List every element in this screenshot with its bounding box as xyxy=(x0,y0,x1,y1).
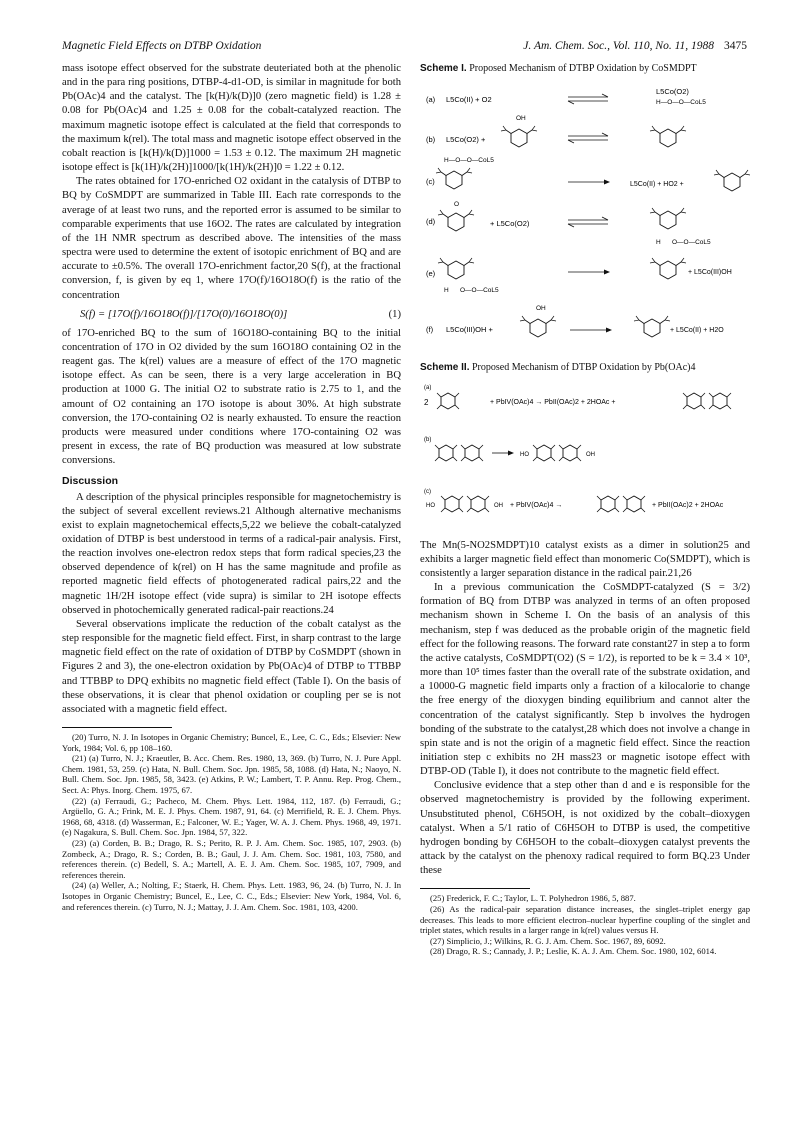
scheme-2-caption xyxy=(420,361,750,375)
journal-citation xyxy=(523,40,747,52)
step-e-products: + L5Co(III)OH xyxy=(688,269,732,277)
diphenoquinone-ring-icon xyxy=(623,496,645,512)
footnote-rule xyxy=(420,888,530,889)
equation-body: S(f) = [17O(f)/16O18O(f)]/[17O(0)/16O18O(0)] xyxy=(80,308,288,320)
arrowhead-icon xyxy=(508,451,514,456)
footnotes xyxy=(62,732,401,912)
biphenyl-ring-icon xyxy=(709,393,731,409)
hydroxyl-label: HO xyxy=(426,503,435,510)
footnote: (22) (a) Ferraudi, G.; Pacheco, M. Chem. Phys. Lett. 1984, 112, 187. (b) Ferraudi, G.; Argüello, G. A.; Frink, M. E. J. Phys. Chem. 1987, 91, 64. (c) Merrifield, R. E. J. Chem. Phys. 1968, 68, 4318. (d) Wasserman, E.; Falconer, W. E.; Yager, W. A. J. Chem. Phys. 1968, 49, 1971. (e) Nagakura, S. Bull. Chem. Soc. Jpn. 1984, 57, 322. xyxy=(62,795,401,838)
left-column xyxy=(62,62,401,912)
reaction-arrow xyxy=(568,180,610,185)
paragraph: In a previous communication the CoSMDPT-catalyzed (S = 3/2) formation of BQ from DTBP was analyzed in terms of an often proposed mechanism shown in Scheme I. On the basis of an analysis of this mechanism, step f was deduced as the probable origin of the magnetic field effect for the following reasons. The forward rate constant27 in step a to form the active catalysts, CoSMDPT(O2) (S = 1/2), is reported to be k = 3.4 × 10³, more than 10⁵ times faster than the overall rate of the substrate oxidation, and a 10000-G magnetic field imparts only a fraction of a kilocalorie to change the free energy of the dioxygen binding equilibrium and cannot alter the concentration of the catalyst significantly. Step b involves the hydrogen bonding of the substrate to the catalyst,28 which does not involve a change in spin state and is not the origin of a magnetic field effect. Since the reaction initiation step c exhibits no 2H mass23 or magnetic isotope effect with DTBP-OD (Table I), it does not contribute to the magnetic field effect. xyxy=(420,582,750,778)
peroxo-hydrogen-label: H xyxy=(444,287,449,295)
peroxo-hydrogen-label: H xyxy=(656,239,661,247)
hydroxyl-label: OH xyxy=(494,503,503,510)
scheme-label: Scheme I. xyxy=(420,63,467,74)
footnote: (27) Simplicio, J.; Wilkins, R. G. J. Am. Chem. Soc. 1967, 89, 6092. xyxy=(430,935,666,946)
biphenol-ring-icon xyxy=(467,496,489,512)
scheme-label: Scheme II. xyxy=(420,362,470,374)
step-a-product-label: H—O—O—CoL5 xyxy=(656,99,706,107)
footnote-rule xyxy=(62,727,172,728)
page-number: 3475 xyxy=(724,40,747,52)
footnote: (23) (a) Corden, B. B.; Drago, R. S.; Perito, R. P. J. Am. Chem. Soc. 1985, 107, 2903. (b) Zombeck, A.; Drago, R. S.; Corden, B. B.; Gaul, J. J. Am. Chem. Soc. 1981, 103, 7580, and references therein. (c) Bedell, S. A.; Martell, A. E. J. Am. Chem. Soc. 1985, 107, 7909, and references therein. xyxy=(62,837,401,880)
step-d-reactants: + L5Co(O2) xyxy=(490,219,530,229)
step-tag: (b) xyxy=(426,135,436,145)
peroxo-ring-icon xyxy=(650,208,686,229)
scheme-2-diagram xyxy=(420,379,750,527)
hydroxyl-label: OH xyxy=(586,452,595,459)
peroxo-label: O—O—CoL5 xyxy=(672,239,711,247)
footnote: (28) Drago, R. S.; Cannady, J. P.; Leslie, K. A. J. Am. Chem. Soc. 1980, 102, 6014. xyxy=(430,946,717,957)
dtbp-ring-icon xyxy=(437,393,459,409)
step-a-product: L5Co(O2) xyxy=(656,87,689,97)
phenoxy-radical-ring-icon xyxy=(634,316,670,337)
oxygen-label: O xyxy=(454,201,460,209)
step-c-products: + PbII(OAc)2 + 2HOAc xyxy=(652,502,724,510)
scheme-1-diagram xyxy=(420,80,750,350)
biphenyl-ring-icon xyxy=(435,445,457,461)
equation-number: (1) xyxy=(388,308,401,320)
step-tag: (b) xyxy=(424,437,432,444)
scheme-title: Proposed Mechanism of DTBP Oxidation by Pb(OAc)4 xyxy=(471,362,696,374)
footnote: (24) (a) Weller, A.; Nolting, F.; Staerk, H. Chem. Phys. Lett. 1983, 96, 24. (b) Turro, N. J. In Isotopes in Organic Chemistry; Buncel, E., Lee, C. C., Eds.; Elsevier: New York, 1984, Vol. 6, and references therein. (c) Turro, N. J.; Mattay, J. J. Am. Chem. Soc. 1981, 103, 4200. xyxy=(62,880,401,912)
hydroxyl-label: OH xyxy=(536,305,546,313)
running-title: Magnetic Field Effects on DTBP Oxidation xyxy=(62,40,262,52)
right-column xyxy=(420,62,750,957)
paragraph: Conclusive evidence that a step other than d and e is responsible for the observed magnetochemistry is provided by the following experiment. Unsubstituted phenol, C6H5OH, is not oxidized by the cobalt–dioxygen catalyst. When a 5/1 ratio of C6H5OH to DTBP is used, the competitive hydrogen bonding by C6H5OH to the cobalt–dioxygen catalyst prevents the attack by the catalyst on the phenoxy radical required to form BQ.23 Under these xyxy=(420,780,750,877)
paragraph: of 17O-enriched BQ to the sum of 16O18O-containing BQ to the initial concentration of 17O in O2 divided by the sum 16O18O containing O2 in the reagent gas. The k(rel) values are a measure of effect of the 17O magnetic isotope effect. As can be seen, there is a very large acceleration in BQ production at 1000 G. The initial O2 to substrate ratio is 2.75 to 1, and the amount of O2 containing an 17O isotope is about 30%. At high substrate conversion, the 17O-containing O2 is nearly exhausted. To ensure the reaction products were measured under conditions where 17O-containing O2 was present in excess, the rate of BQ production was measured at low substrate conversions. xyxy=(62,327,401,467)
dtbp-ring-icon xyxy=(501,126,537,147)
step-a-reactants: L5Co(II) + O2 xyxy=(446,95,492,105)
step-tag: (a) xyxy=(426,95,436,105)
step-c-products: L5Co(II) + HO2 + xyxy=(630,181,684,189)
reaction-arrow xyxy=(568,270,610,275)
paragraph: A description of the physical principles responsible for magnetochemistry is the subject of several excellent reviews.21 Although alternative mechanisms exist to explain magnetochemical effects,5,22 we believe the cobalt-catalyzed oxidation of DTBP is best understood in terms of a radical-pair analysis. First, the reaction involves one-electron redox steps that form radical species,23 the observed dependence of k(rel) on H has the same magnitude and profile as reported magnetic field effects of photogenerated radical pairs,22 and the magnetic 1H/2H isotope effect (vide supra) is similar to 2H isotope effects observed in photochemically generated radical-pair reactions.24 xyxy=(62,491,401,616)
biphenyl-ring-icon xyxy=(461,445,483,461)
biphenol-ring-icon xyxy=(441,496,463,512)
footnote: (25) Frederick, F. C.; Taylor, L. T. Polyhedron 1986, 5, 887. xyxy=(430,893,636,904)
paragraph: The rates obtained for 17O-enriched O2 oxidant in the catalysis of DTBP to BQ by CoSMDPT are summarized in Table III. Each rate corresponds to the average of at least two runs, and the reported error is assumed to be similar to comparable experiments that use 16O2. The rates are calculated by integration of the 1H NMR spectrum as described above. The intensities of the mass spectra were used to determine the extent of isotopic enrichment of BQ and are accurate to ±0.5%. The overall 17O-enrichment factor,20 S(f), at the fractional conversion, f, is given by eq 1, where 17O(f)/16O18O(f) is the ratio of the concentration xyxy=(62,176,401,301)
equation-1 xyxy=(62,308,401,322)
step-tag: (c) xyxy=(424,489,431,496)
phenol-complex-ring-icon xyxy=(650,126,686,147)
step-f-products: + L5Co(II) + H2O xyxy=(670,327,724,335)
step-f-reactants: L5Co(III)OH + xyxy=(446,325,493,335)
peroxo-ring-icon xyxy=(438,258,474,279)
step-tag: (a) xyxy=(424,385,432,392)
step-tag: (e) xyxy=(426,269,436,279)
step-a-equation: + PbIV(OAc)4 → PbII(OAc)2 + 2HOAc + xyxy=(490,399,616,407)
section-heading: Discussion xyxy=(62,475,119,488)
step-tag: (c) xyxy=(426,177,435,187)
phenoxy-radical-ring-icon xyxy=(438,210,474,231)
dtbp-ring-icon xyxy=(520,316,556,337)
phenol-complex-ring-icon xyxy=(436,168,472,189)
equilibrium-arrow xyxy=(568,94,608,104)
scheme-title: Proposed Mechanism of DTBP Oxidation by CoSMDPT xyxy=(469,63,697,74)
journal-name: J. Am. Chem. Soc., Vol. 110, No. 11, 1988 xyxy=(523,40,714,52)
footnotes xyxy=(420,893,750,957)
peroxo-label: O—O—CoL5 xyxy=(460,287,499,295)
step-tag: (d) xyxy=(426,217,436,227)
footnote: (21) (a) Turro, N. J.; Kraeutler, B. Acc. Chem. Res. 1980, 13, 369. (b) Turro, N. J. Pure Appl. Chem. 1981, 53, 259. (c) Hata, N. Bull. Chem. Soc. Jpn. 1985, 58, 1088. (d) Hata, N.; Naoyo, N. Bull. Chem. Soc. Jpn. 1985, 58, 3423. (e) Atkins, P. W.; Lambert, T. P. Annu. Rep. Prog. Chem., Sect. A: Phys. Inorg. Chem. 1975, 67. xyxy=(62,753,401,795)
diphenoquinone-ring-icon xyxy=(597,496,619,512)
paragraph: mass isotope effect observed for the substrate deuteriated both at the phenolic and in the para ring positions, DTBP-4-d1-OD, is similar in magnitude for both Pb(OAc)4 and the catalyst. The [k(H)/k(D)]0 (zero magnetic field) is 1.28 ± 0.08 for Pb(OAc)4 and 1.25 ± 0.08 for the cobalt-catalyzed reaction. The maximum magnetic isotope effect is calculated at the field that corresponds to the maximum k(rel). The total mass and magnetic isotope effect observed in the cobalt reaction is [k(H)/k(D)]1000 = 1.53 ± 0.12. The maximum 2H magnetic isotope effect is [k(1H)/k(2H)]1000/[k(1H)/k(2H)]0 = 1.22 ± 0.12. xyxy=(62,63,401,174)
paragraph: The Mn(5-NO2SMDPT)10 catalyst exists as a dimer in solution25 and exhibits a larger magnetic field effect than monomeric Co(SMDPT), which is consistently a larger separation distance in the radical pair.21,26 xyxy=(420,539,750,579)
biphenol-ring-icon xyxy=(533,445,555,461)
hydroxyl-label: HO xyxy=(520,452,529,459)
paragraph: Several observations implicate the reduction of the cobalt catalyst as the step responsible for the magnetic field effect. First, in sharp contrast to the large magnetic field effect on the rate of oxidation of DTBP by CoSMDPT (shown in Figures 2 and 3), the one-electron oxidation by Pb(OAc)4 of DTBP to TTBBP and TTBBP to DPQ exhibits no magnetic field effect (Table I). On the basis of these observations, it is clear that phenol oxidation or coupling per se is not associated with a magnetic field effect. xyxy=(62,618,401,715)
equilibrium-arrow xyxy=(568,133,608,143)
stoichiometric-coefficient: 2 xyxy=(424,398,429,408)
scheme-1-caption xyxy=(420,62,750,76)
step-c-reagents: + PbIV(OAc)4 → xyxy=(510,502,563,510)
reaction-arrow xyxy=(570,328,612,333)
complex-label: H—O—O—CoL5 xyxy=(444,157,494,165)
footnote: (20) Turro, N. J. In Isotopes in Organic Chemistry; Buncel, E., Lee, C. C., Eds.; Elsevier: New York, 1984; Vol. 6, pp 108–160. xyxy=(62,732,401,753)
step-b-reactants: L5Co(O2) + xyxy=(446,135,486,145)
footnote: (26) As the radical-pair separation distance increases, the singlet–triplet energy gap decreases. This leads to more efficient electron–nuclear hyperfine coupling of the singlet and triplet states, which results in a larger range in k(rel) values versus H. xyxy=(420,903,750,936)
quinone-ring-icon xyxy=(650,258,686,279)
biphenol-ring-icon xyxy=(559,445,581,461)
step-tag: (f) xyxy=(426,325,434,335)
phenoxy-radical-ring-icon xyxy=(714,170,750,191)
equilibrium-arrow xyxy=(568,217,608,227)
hydroxyl-label: OH xyxy=(516,115,526,123)
biphenyl-ring-icon xyxy=(683,393,705,409)
